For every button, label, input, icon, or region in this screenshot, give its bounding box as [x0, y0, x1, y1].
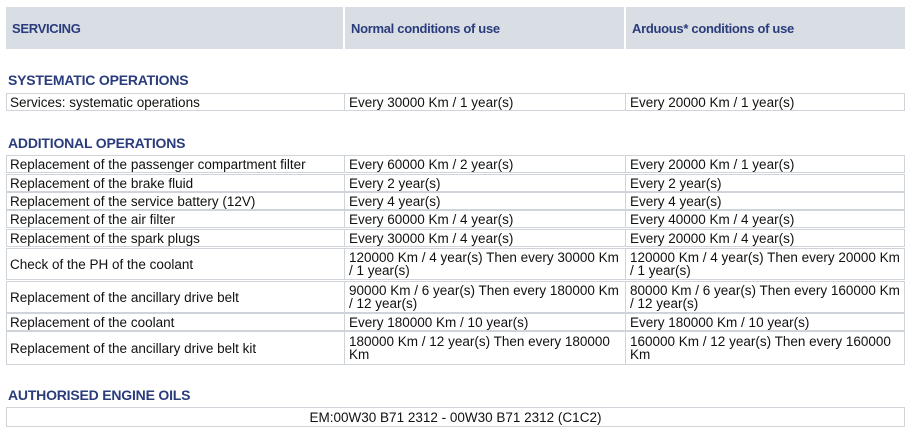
table-row — [6, 93, 905, 111]
table-header — [6, 7, 905, 49]
normal-interval-cell: 180000 Km / 12 year(s) Then every 180000 Km — [345, 332, 626, 364]
table-row — [6, 248, 905, 280]
operation-cell: Services: systematic operations — [7, 94, 345, 110]
operation-cell: Replacement of the passenger compartment filter — [7, 156, 345, 172]
header-servicing: SERVICING — [6, 7, 343, 49]
normal-interval-cell: Every 2 year(s) — [345, 175, 626, 191]
operation-cell: Replacement of the coolant — [7, 314, 345, 330]
table-row — [6, 174, 905, 192]
normal-interval-cell: Every 60000 Km / 2 year(s) — [345, 156, 626, 172]
operation-cell: Replacement of the brake fluid — [7, 175, 345, 191]
arduous-interval-cell: Every 20000 Km / 4 year(s) — [630, 230, 795, 246]
section-title-additional: ADDITIONAL OPERATIONS — [8, 135, 186, 151]
normal-interval-cell: Every 180000 Km / 10 year(s) — [345, 314, 626, 330]
arduous-interval-cell: Every 4 year(s) — [630, 193, 722, 209]
operation-cell: Replacement of the air filter — [7, 211, 345, 227]
table-row — [6, 155, 905, 173]
table-row — [6, 313, 905, 331]
operation-cell: Replacement of the spark plugs — [7, 230, 345, 246]
normal-interval-cell: Every 30000 Km / 4 year(s) — [345, 230, 626, 246]
table-row — [6, 192, 905, 210]
arduous-interval-cell: 160000 Km / 12 year(s) Then every 160000 Km — [630, 334, 891, 362]
table-row — [6, 210, 905, 228]
engine-oil-value: EM:00W30 B71 2312 - 00W30 B71 2312 (C1C2) — [6, 407, 905, 427]
arduous-interval-cell: Every 20000 Km / 1 year(s) — [630, 156, 795, 172]
table-row — [6, 331, 905, 365]
arduous-interval-cell: 80000 Km / 6 year(s) Then every 160000 Km / 12 year(s) — [630, 283, 900, 311]
normal-interval-cell: 120000 Km / 4 year(s) Then every 30000 Km / 1 year(s) — [345, 249, 626, 279]
operation-cell: Replacement of the ancillary drive belt — [7, 282, 345, 312]
header-arduous-conditions: Arduous* conditions of use — [626, 7, 905, 49]
table-row — [6, 281, 905, 313]
normal-interval-cell: Every 4 year(s) — [345, 193, 626, 209]
normal-interval-cell: Every 30000 Km / 1 year(s) — [345, 94, 626, 110]
section-title-systematic: SYSTEMATIC OPERATIONS — [8, 72, 189, 88]
operation-cell: Replacement of the service battery (12V) — [7, 193, 345, 209]
header-normal-conditions: Normal conditions of use — [345, 7, 624, 49]
normal-interval-cell: Every 60000 Km / 4 year(s) — [345, 211, 626, 227]
section-title-oils: AUTHORISED ENGINE OILS — [8, 387, 191, 403]
operation-cell: Replacement of the ancillary drive belt kit — [7, 332, 345, 364]
arduous-interval-cell: Every 180000 Km / 10 year(s) — [630, 314, 810, 330]
table-row — [6, 229, 905, 247]
arduous-interval-cell: Every 2 year(s) — [630, 175, 722, 191]
arduous-interval-cell: Every 20000 Km / 1 year(s) — [630, 94, 795, 110]
normal-interval-cell: 90000 Km / 6 year(s) Then every 180000 Km / 12 year(s) — [345, 282, 626, 312]
operation-cell: Check of the PH of the coolant — [7, 249, 345, 279]
arduous-interval-cell: 120000 Km / 4 year(s) Then every 20000 Km / 1 year(s) — [630, 250, 900, 278]
arduous-interval-cell: Every 40000 Km / 4 year(s) — [630, 211, 795, 227]
